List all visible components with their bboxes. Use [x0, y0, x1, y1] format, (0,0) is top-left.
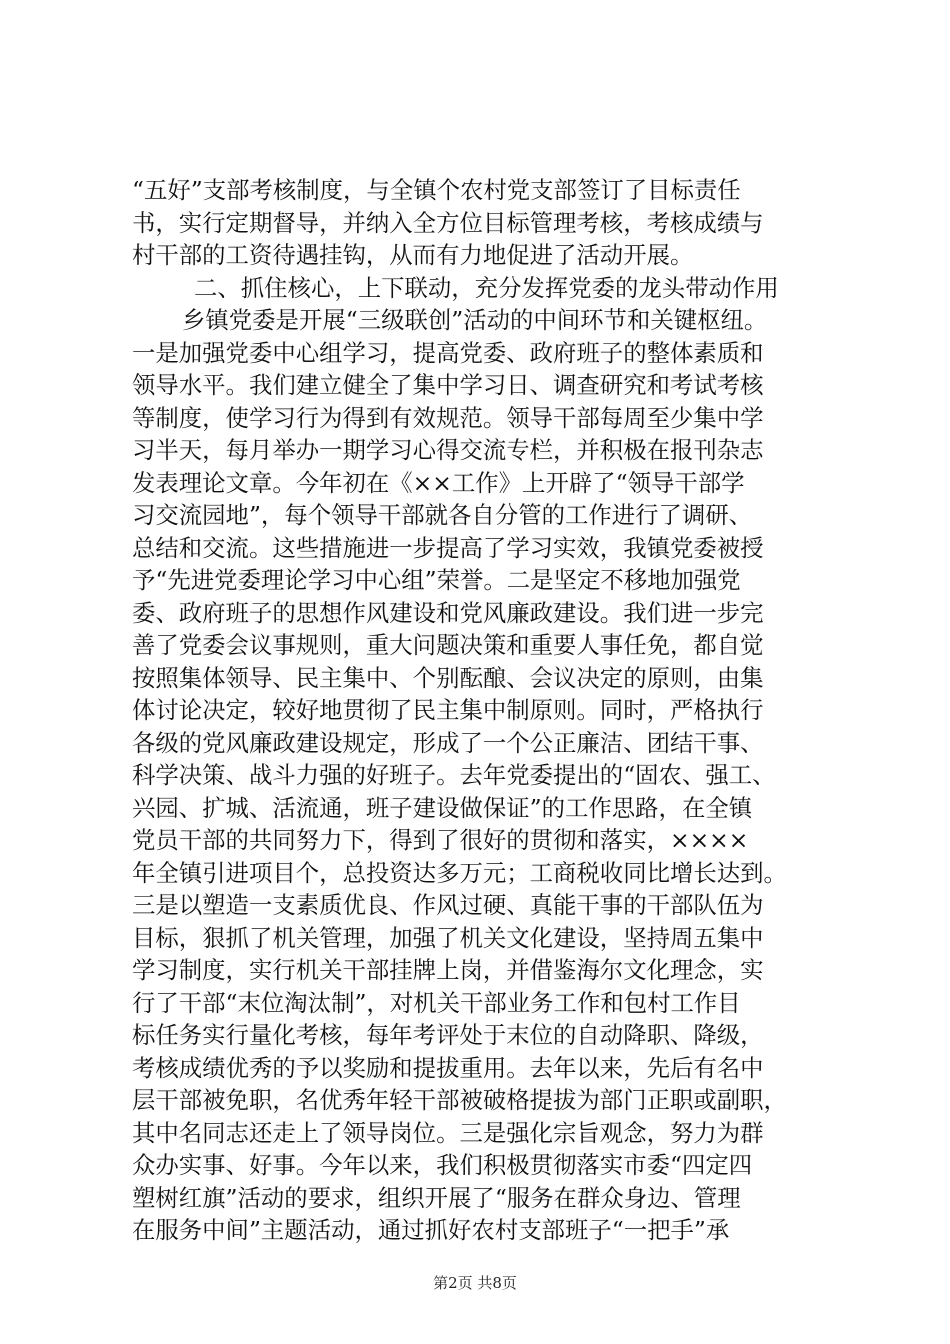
page-number-footer: 第2页 共8页: [433, 1274, 517, 1292]
body-line: 标任务实行量化考核，每年考评处于末位的自动降职、降级，: [132, 1021, 764, 1049]
document-body: [132, 174, 832, 1247]
body-line: 其中名同志还走上了领导岗位。三是强化宗旨观念，努力为群: [132, 1118, 764, 1147]
body-line: “五好”支部考核制度，与全镇个农村党支部签订了目标责任: [132, 176, 741, 204]
body-line: 村干部的工资待遇挂钩，从而有力地促进了活动开展。: [132, 241, 694, 269]
body-line: 习交流园地”，每个领导干部就各自分管的工作进行了调研、: [132, 501, 753, 529]
body-line: 层干部被免职，名优秀年轻干部被破格提拔为部门正职或副职，: [132, 1086, 787, 1114]
body-line: 在服务中间”主题活动，通过抓好农村支部班子“一把手”承: [132, 1216, 730, 1244]
body-line: 书，实行定期督导，并纳入全方位目标管理考核，考核成绩与: [132, 208, 764, 237]
body-line: 体讨论决定，较好地贯彻了民主集中制原则。同时，严格执行: [132, 696, 764, 724]
body-line: 考核成绩优秀的予以奖励和提拔重用。去年以来，先后有名中: [132, 1053, 764, 1082]
body-line: 三是以塑造一支素质优良、作风过硬、真能干事的干部队伍为: [132, 891, 764, 919]
body-line: 委、政府班子的思想作风建设和党风廉政建设。我们进一步完: [132, 598, 764, 627]
body-line: 塑树红旗”活动的要求，组织开展了“服务在群众身边、管理: [132, 1183, 741, 1212]
body-line: 一是加强党委中心组学习，提高党委、政府班子的整体素质和: [132, 338, 764, 367]
body-line: 各级的党风廉政建设规定，形成了一个公正廉洁、团结干事、: [132, 728, 764, 757]
body-line: 年全镇引进项目个，总投资达多万元；工商税收同比增长达到。: [132, 858, 787, 887]
body-line: 学习制度，实行机关干部挂牌上岗，并借鉴海尔文化理念，实: [132, 956, 764, 984]
body-line: 兴园、扩城、活流通，班子建设做保证”的工作思路，在全镇: [132, 793, 753, 822]
body-line: 发表理论文章。今年初在《××工作》上开辟了“领导干部学: [132, 468, 745, 497]
body-line: 总结和交流。这些措施进一步提高了学习实效，我镇党委被授: [132, 533, 764, 562]
body-line: 善了党委会议事规则，重大问题决策和重要人事任免，都自觉: [132, 631, 764, 659]
body-line: 予“先进党委理论学习中心组”荣誉。二是坚定不移地加强党: [132, 566, 741, 594]
body-line: 等制度，使学习行为得到有效规范。领导干部每周至少集中学: [132, 403, 764, 432]
body-line: 领导水平。我们建立健全了集中学习日、调查研究和考试考核: [132, 371, 764, 399]
body-line: 习半天，每月举办一期学习心得交流专栏，并积极在报刊杂志: [132, 436, 764, 464]
body-line: 科学决策、战斗力强的好班子。去年党委提出的“固农、强工、: [132, 761, 776, 789]
body-line: 按照集体领导、民主集中、个别酝酿、会议决定的原则，由集: [132, 663, 764, 692]
body-line: 行了干部“末位淘汰制”，对机关干部业务工作和包村工作目: [132, 988, 741, 1017]
body-line: 党员干部的共同努力下，得到了很好的贯彻和落实，××××: [132, 826, 749, 854]
paragraph-first-line: 乡镇党委是开展“三级联创”活动的中间环节和关键枢纽。: [182, 306, 768, 334]
body-line: 众办实事、好事。今年以来，我们积极贯彻落实市委“四定四: [132, 1151, 753, 1179]
section-heading: 二、抓住核心，上下联动，充分发挥党委的龙头带动作用: [194, 273, 779, 302]
body-line: 目标，狠抓了机关管理，加强了机关文化建设，坚持周五集中: [132, 923, 764, 952]
